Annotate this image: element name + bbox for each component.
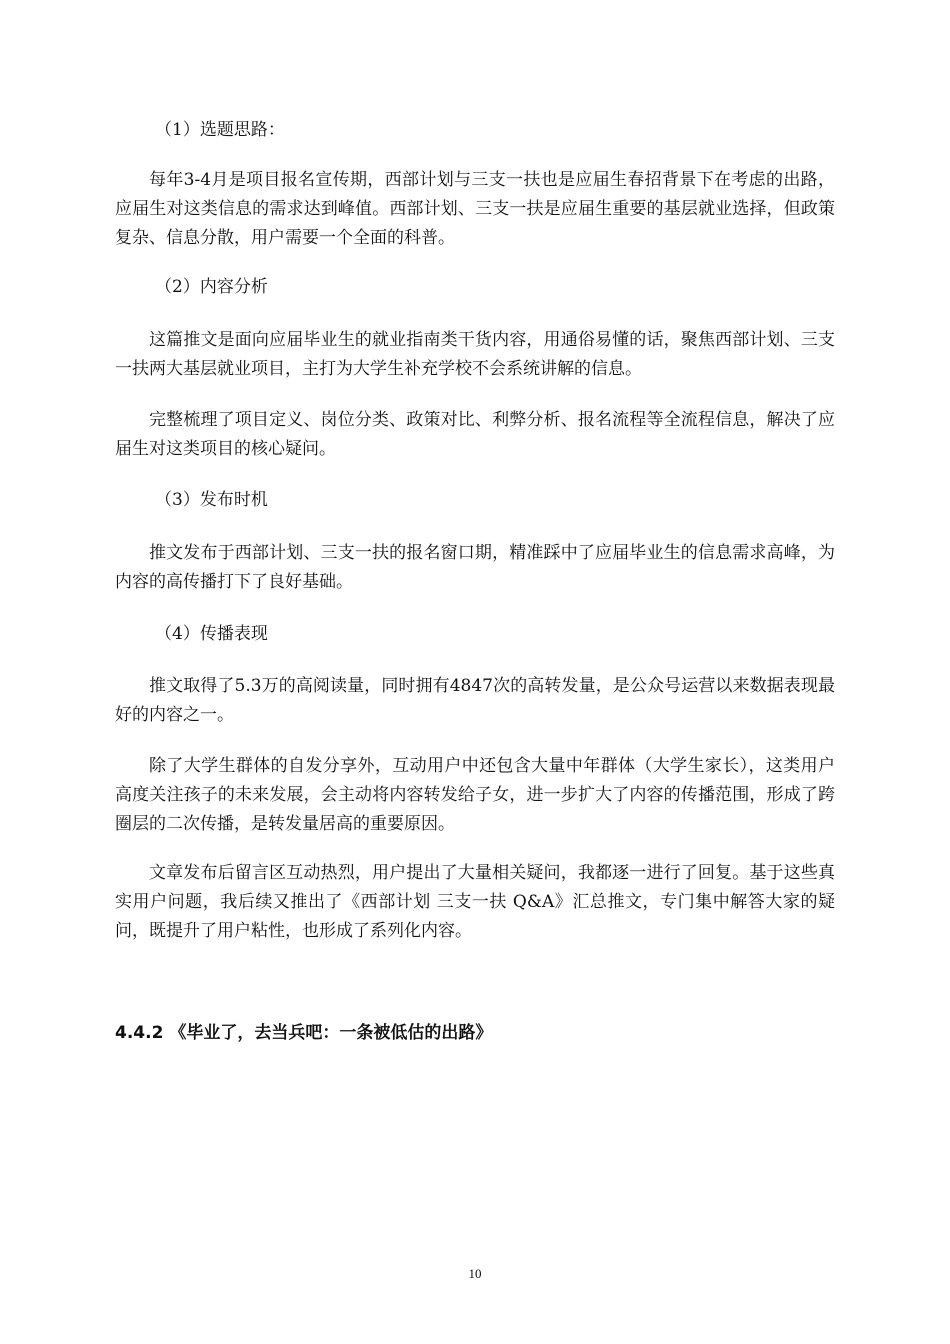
section-4-title: （4）传播表现 <box>155 624 268 644</box>
section-1-title: （1）选题思路： <box>155 120 285 140</box>
section-4-paragraph-1: 推文取得了5.3万的高阅读量，同时拥有4847次的高转发量，是公众号运营以来数据表现最好的内容之一。 <box>115 676 835 725</box>
section-2-paragraph-1: 这篇推文是面向应届毕业生的就业指南类干货内容，用通俗易懂的话，聚焦西部计划、三支一扶两大基层就业项目，主打为大学生补充学校不会系统讲解的信息。 <box>115 330 835 379</box>
section-1-paragraph: 每年3-4月是项目报名宣传期，西部计划与三支一扶也是应届生春招背景下在考虑的出路，应届生对这类信息的需求达到峰值。西部计划、三支一扶是应届生重要的基层就业选择，但政策复杂、信息分散，用户需要一个全面的科普。 <box>115 170 835 248</box>
section-4-paragraph-2: 除了大学生群体的自发分享外，互动用户中还包含大量中年群体（大学生家长），这类用户高度关注孩子的未来发展，会主动将内容转发给子女，进一步扩大了内容的传播范围，形成了跨圈层的二次传播，是转发量居高的重要原因。 <box>115 756 835 834</box>
section-3-title: （3）发布时机 <box>155 490 268 510</box>
section-3-paragraph: 推文发布于西部计划、三支一扶的报名窗口期，精准踩中了应届毕业生的信息需求高峰，为内容的高传播打下了良好基础。 <box>115 543 835 592</box>
page-number: 10 <box>468 1266 482 1281</box>
section-2-paragraph-2: 完整梳理了项目定义、岗位分类、政策对比、利弊分析、报名流程等全流程信息，解决了应届生对这类项目的核心疑问。 <box>115 410 835 459</box>
section-4-paragraph-3: 文章发布后留言区互动热烈，用户提出了大量相关疑问，我都逐一进行了回复。基于这些真实用户问题，我后续又推出了《西部计划 三支一扶 Q&A》汇总推文，专门集中解答大家的疑问，既提升了用户粘性，也形成了系列化内容。 <box>115 863 835 941</box>
section-heading-4-4-2: 4.4.2 《毕业了，去当兵吧：一条被低估的出路》 <box>115 1023 493 1043</box>
section-2-title: （2）内容分析 <box>155 277 268 297</box>
